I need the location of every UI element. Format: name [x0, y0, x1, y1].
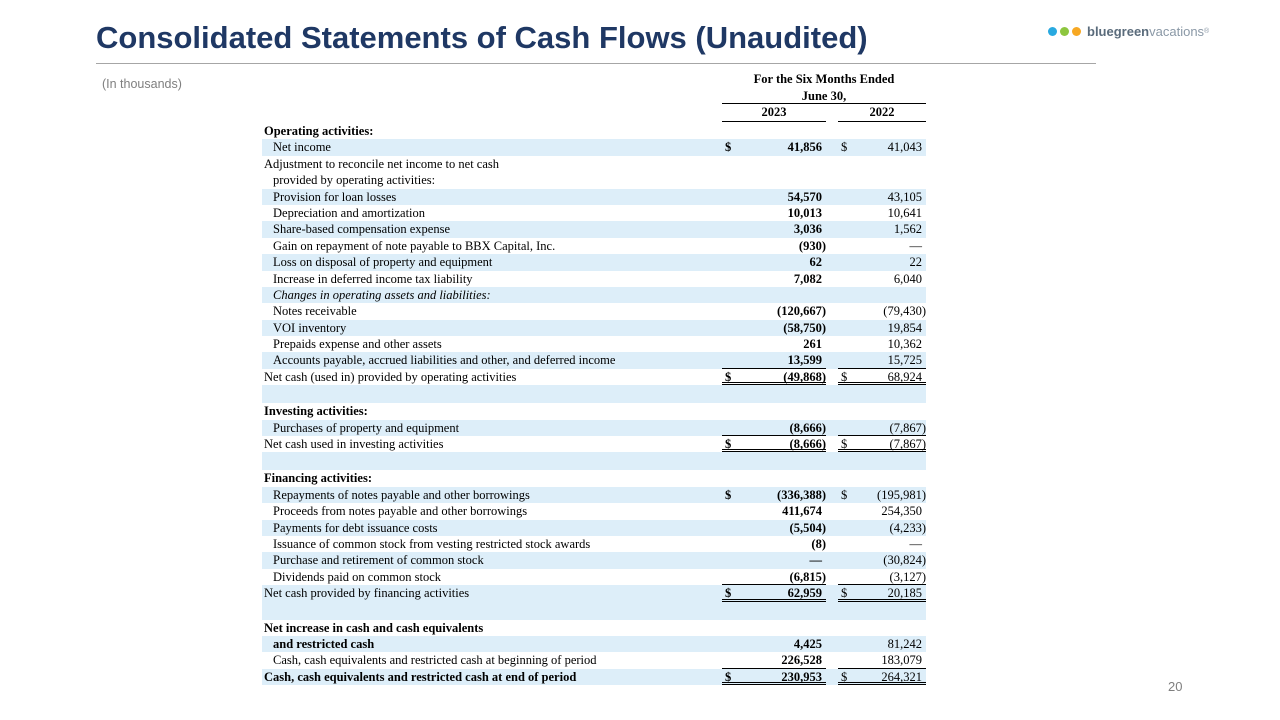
value-2022-cell: [838, 352, 926, 368]
value-2022-value: (7,867): [889, 437, 926, 452]
value-2022-cell: [838, 205, 926, 221]
value-2023-value: —: [809, 553, 822, 568]
row-label: Prepaids expense and other assets: [273, 337, 442, 352]
value-2023-cell: [722, 520, 826, 536]
value-2022-cell: [838, 320, 926, 336]
value-2022-cell: [838, 552, 926, 568]
row-label: and restricted cash: [273, 636, 375, 651]
value-2023-cell: [722, 221, 826, 237]
value-2022-value: 183,079: [881, 653, 922, 668]
value-2022-cell: [838, 503, 926, 519]
table-row: [262, 189, 926, 205]
table-row: [262, 636, 926, 652]
value-2022-value: 15,725: [887, 353, 922, 368]
table-row: [262, 436, 926, 452]
value-2022-value: 20,185: [887, 586, 922, 601]
value-2022-value: 81,242: [887, 636, 922, 651]
row-label: Loss on disposal of property and equipment: [273, 255, 493, 270]
value-2023-value: (6,815): [789, 569, 826, 584]
value-2023-cell: [722, 139, 826, 155]
value-2022-value: 6,040: [893, 271, 922, 286]
table-row: [262, 369, 926, 385]
row-label: Net cash used in investing activities: [264, 437, 444, 452]
row-label: Operating activities:: [264, 124, 374, 138]
table-row: [262, 487, 926, 503]
value-2022-cell: [838, 436, 926, 452]
value-2022-value: 10,641: [887, 205, 922, 220]
value-2022-value: (7,867): [889, 420, 926, 435]
table-row: [262, 569, 926, 585]
table-row: [262, 254, 926, 270]
value-2022-value: 1,562: [893, 222, 922, 237]
value-2023-cell: [722, 569, 826, 585]
currency-symbol: $: [725, 586, 732, 601]
page-title: Consolidated Statements of Cash Flows (Unaudited): [96, 20, 868, 55]
row-label: Cash, cash equivalents and restricted cash at beginning of period: [273, 653, 597, 668]
currency-symbol: $: [725, 369, 732, 384]
period-header-line2: June 30,: [801, 89, 847, 103]
value-2023-value: (120,667): [777, 304, 826, 319]
value-2023-value: 62,959: [787, 586, 822, 601]
value-2023-value: 411,674: [782, 504, 822, 519]
value-2023-value: (58,750): [783, 320, 826, 335]
row-label: Repayments of notes payable and other borrowings: [273, 487, 530, 502]
logo-registered-mark: ®: [1204, 28, 1210, 35]
table-row: [262, 420, 926, 436]
year-rule-2023: [722, 121, 826, 122]
row-label: Proceeds from notes payable and other borrowings: [273, 504, 528, 519]
value-2023-value: 13,599: [787, 353, 822, 368]
row-label: provided by operating activities:: [273, 173, 436, 188]
value-2022-value: (3,127): [889, 569, 926, 584]
value-2022-cell: [838, 669, 926, 685]
table-row: [262, 536, 926, 552]
period-header-rule: [722, 103, 926, 104]
value-2023-value: (8,666): [789, 420, 826, 435]
table-row: [262, 620, 926, 636]
value-2023-value: 62: [809, 255, 822, 270]
row-label: Dividends paid on common stock: [273, 569, 442, 584]
row-label: Financing activities:: [264, 471, 372, 486]
value-2022-value: (30,824): [883, 553, 926, 568]
value-2023-value: 41,856: [787, 140, 822, 155]
value-2023-cell: [722, 254, 826, 270]
units-note: (In thousands): [102, 77, 182, 91]
value-2023-cell: [722, 320, 826, 336]
row-label: Payments for debt issuance costs: [273, 520, 438, 535]
value-2023-cell: [722, 487, 826, 503]
value-2022-cell: [838, 585, 926, 601]
table-row: [262, 520, 926, 536]
row-label: Net increase in cash and cash equivalents: [264, 620, 484, 635]
table-row: [262, 287, 926, 303]
row-label: Net cash provided by financing activities: [264, 586, 470, 601]
currency-symbol: $: [725, 669, 732, 684]
currency-symbol: $: [841, 586, 848, 601]
logo-dot-blue: [1048, 27, 1057, 36]
value-2022-cell: [838, 189, 926, 205]
period-header-line1: For the Six Months Ended: [753, 72, 895, 86]
row-label: Increase in deferred income tax liability: [273, 271, 473, 286]
value-2022-cell: [838, 536, 926, 552]
value-2023-value: 226,528: [781, 653, 822, 668]
value-2022-value: —: [909, 238, 922, 253]
page-number: 20: [1168, 679, 1183, 694]
table-row: [262, 652, 926, 668]
logo-dot-green: [1060, 27, 1069, 36]
company-logo: [1048, 24, 1209, 39]
cash-flow-table: [262, 123, 926, 685]
row-label: Investing activities:: [264, 404, 368, 419]
value-2023-value: 4,425: [793, 636, 822, 651]
value-2023-value: (336,388): [777, 487, 826, 502]
row-label: Notes receivable: [273, 304, 357, 319]
value-2022-cell: [838, 369, 926, 385]
year-column-2023: 2023: [761, 105, 787, 119]
value-2023-value: 7,082: [793, 271, 822, 286]
value-2022-cell: [838, 636, 926, 652]
value-2022-value: (4,233): [889, 520, 926, 535]
value-2023-cell: [722, 189, 826, 205]
table-row: [262, 552, 926, 568]
value-2022-value: 43,105: [887, 189, 922, 204]
row-label: Depreciation and amortization: [273, 205, 426, 220]
row-label: Gain on repayment of note payable to BBX Capital, Inc.: [273, 238, 556, 253]
row-label: VOI inventory: [273, 320, 347, 335]
value-2023-cell: [722, 303, 826, 319]
table-row: [262, 156, 926, 172]
value-2023-value: (5,504): [789, 520, 826, 535]
value-2023-cell: [722, 420, 826, 436]
table-row: [262, 271, 926, 287]
value-2022-cell: [838, 569, 926, 585]
table-row: [262, 403, 926, 419]
value-2023-cell: [722, 369, 826, 385]
table-row: [262, 139, 926, 155]
table-row: [262, 303, 926, 319]
spacer-row: [262, 385, 926, 403]
value-2022-cell: [838, 139, 926, 155]
currency-symbol: $: [841, 140, 848, 155]
table-row: [262, 205, 926, 221]
value-2022-value: —: [909, 536, 922, 551]
row-label: Share-based compensation expense: [273, 222, 451, 237]
currency-symbol: $: [841, 437, 848, 452]
value-2022-cell: [838, 487, 926, 503]
value-2023-cell: [722, 585, 826, 601]
table-row: [262, 238, 926, 254]
value-2023-cell: [722, 205, 826, 221]
value-2023-value: 261: [803, 337, 822, 352]
value-2022-value: (79,430): [883, 304, 926, 319]
value-2022-value: 10,362: [887, 337, 922, 352]
value-2022-value: 254,350: [881, 504, 922, 519]
row-label: Cash, cash equivalents and restricted cash at end of period: [264, 669, 577, 684]
value-2023-value: (8,666): [789, 437, 826, 452]
year-column-2022: 2022: [869, 105, 895, 119]
value-2022-cell: [838, 652, 926, 668]
table-row: [262, 336, 926, 352]
value-2022-value: 264,321: [881, 669, 922, 684]
value-2023-value: (49,868): [783, 369, 826, 384]
value-2022-cell: [838, 520, 926, 536]
value-2022-cell: [838, 221, 926, 237]
value-2023-value: 230,953: [781, 669, 822, 684]
currency-symbol: $: [841, 487, 848, 502]
row-label: Adjustment to reconcile net income to net cash: [264, 156, 499, 171]
spacer-row: [262, 452, 926, 470]
row-label: Purchase and retirement of common stock: [273, 553, 484, 568]
row-label: Issuance of common stock from vesting restricted stock awards: [273, 536, 591, 551]
value-2023-cell: [722, 652, 826, 668]
table-row: [262, 352, 926, 368]
value-2023-cell: [722, 352, 826, 368]
table-row: [262, 669, 926, 685]
value-2022-value: 41,043: [887, 140, 922, 155]
currency-symbol: $: [725, 140, 732, 155]
value-2022-cell: [838, 336, 926, 352]
currency-symbol: $: [841, 369, 848, 384]
row-label: Provision for loan losses: [273, 189, 397, 204]
table-row: [262, 221, 926, 237]
table-row: [262, 470, 926, 486]
value-2023-cell: [722, 238, 826, 254]
value-2022-cell: [838, 271, 926, 287]
logo-text-bold: bluegreen: [1087, 24, 1150, 39]
value-2023-cell: [722, 636, 826, 652]
value-2022-cell: [838, 254, 926, 270]
value-2022-cell: [838, 420, 926, 436]
value-2022-value: 68,924: [887, 369, 922, 384]
value-2023-cell: [722, 336, 826, 352]
title-divider: [96, 63, 1096, 64]
row-label: Purchases of property and equipment: [273, 420, 460, 435]
value-2023-value: (8): [811, 536, 826, 551]
value-2023-value: 10,013: [787, 205, 822, 220]
value-2023-value: (930): [798, 238, 826, 253]
value-2022-cell: [838, 238, 926, 254]
value-2022-value: 19,854: [887, 320, 922, 335]
currency-symbol: $: [841, 669, 848, 684]
value-2023-cell: [722, 552, 826, 568]
table-row: [262, 503, 926, 519]
value-2022-cell: [838, 303, 926, 319]
table-row: [262, 320, 926, 336]
spacer-row: [262, 602, 926, 620]
period-header: [722, 71, 926, 105]
value-2023-cell: [722, 669, 826, 685]
value-2023-cell: [722, 436, 826, 452]
value-2022-value: 22: [909, 255, 922, 270]
value-2022-value: (195,981): [877, 487, 926, 502]
row-label: Net cash (used in) provided by operating activities: [264, 369, 517, 384]
table-row: [262, 123, 926, 139]
logo-dot-orange: [1072, 27, 1081, 36]
value-2023-value: 54,570: [787, 189, 822, 204]
row-label: Accounts payable, accrued liabilities and other, and deferred income: [273, 353, 616, 368]
row-label: Net income: [273, 140, 331, 155]
value-2023-cell: [722, 503, 826, 519]
logo-text-light: vacations: [1149, 24, 1205, 39]
row-label: Changes in operating assets and liabilities:: [273, 287, 491, 302]
year-rule-2022: [838, 121, 926, 122]
currency-symbol: $: [725, 487, 732, 502]
table-row: [262, 172, 926, 188]
value-2023-cell: [722, 536, 826, 552]
value-2023-cell: [722, 271, 826, 287]
table-row: [262, 585, 926, 601]
currency-symbol: $: [725, 437, 732, 452]
value-2023-value: 3,036: [793, 222, 822, 237]
